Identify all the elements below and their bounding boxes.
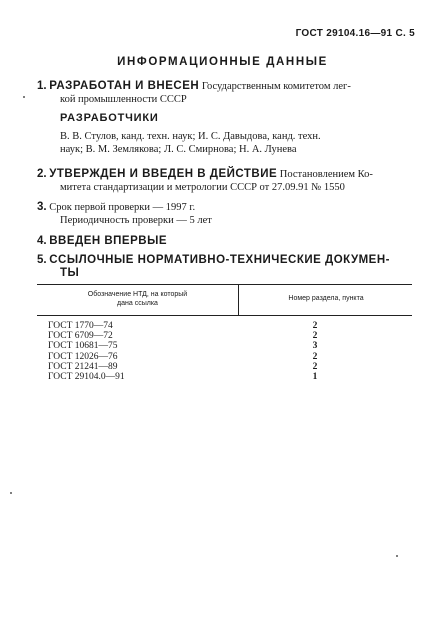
table-row-document: ГОСТ 1770—74 [48,321,113,331]
section-1 [37,80,412,106]
section-1-text-a: Государственным комитетом лег- [201,81,351,92]
table-row-document: ГОСТ 10681—75 [48,341,118,352]
scan-speck [10,492,12,494]
page-header: ГОСТ 29104.16—91 С. 5 [295,28,415,39]
section-4-number: 4. [37,235,47,247]
developers-list [60,130,412,156]
section-5-heading-a: ССЫЛОЧНЫЕ НОРМАТИВНО-ТЕХНИЧЕСКИЕ ДОКУМЕН- [49,254,390,266]
table-header-document-line-1: Обозначение НТД, на который [87,291,188,298]
table-header-section: Номер раздела, пункта [288,295,364,302]
table-header-rule [37,315,412,316]
table-header-document-line-2: дана ссылка [117,300,158,307]
table-row-section: 2 [312,351,318,362]
table-top-rule [37,284,412,285]
section-5-number: 5. [37,254,47,266]
section-5 [37,254,412,280]
table-row-section: 2 [312,361,318,372]
section-2-text-a: Постановлением Ко- [279,169,373,180]
section-5-heading-b: ТЫ [60,267,80,279]
developers-line-1: В. В. Стулов, канд. техн. наук; И. С. Давыдова, канд. техн. [60,131,321,142]
table-document-column [48,321,125,382]
table-row-document: ГОСТ 6709—72 [48,331,113,342]
table-header-document [45,290,230,308]
section-3-line-2: Периодичность проверки — 5 лет [60,215,212,226]
table-column-divider [238,284,239,315]
developers-line-2: наук; В. М. Землякова; Л. С. Смирнова; Н. А. Лунева [60,144,297,155]
section-2-number: 2. [37,168,47,180]
table-row-section: 1 [312,372,318,383]
table-section-column [305,321,325,382]
section-2-heading: УТВЕРЖДЕН И ВВЕДЕН В ДЕЙСТВИЕ [49,168,278,180]
page-title: ИНФОРМАЦИОННЫЕ ДАННЫЕ [117,56,328,68]
developers-heading: РАЗРАБОТЧИКИ [60,112,159,124]
section-1-number: 1. [37,80,47,92]
section-1-text-b: кой промышленности СССР [60,94,187,105]
section-4 [37,235,412,248]
table-row-document: ГОСТ 21241—89 [48,361,118,372]
section-3-line-1: Срок первой проверки — 1997 г. [49,202,196,213]
table-row-section: 2 [312,321,318,331]
section-3-number: 3. [37,201,47,213]
section-4-heading: ВВЕДЕН ВПЕРВЫЕ [49,235,168,247]
section-1-heading: РАЗРАБОТАН И ВНЕСЕН [49,80,200,92]
section-2-text-b: митета стандартизации и метрологии СССР от 27.09.91 № 1550 [60,182,345,193]
section-3 [37,201,412,227]
table-row-document: ГОСТ 29104.0—91 [48,372,125,383]
table-row-section: 2 [312,331,318,342]
table-row-section: 3 [312,341,318,352]
scan-speck [23,96,25,98]
table-row-document: ГОСТ 12026—76 [48,351,118,362]
section-2 [37,168,412,194]
scan-speck [396,555,398,557]
